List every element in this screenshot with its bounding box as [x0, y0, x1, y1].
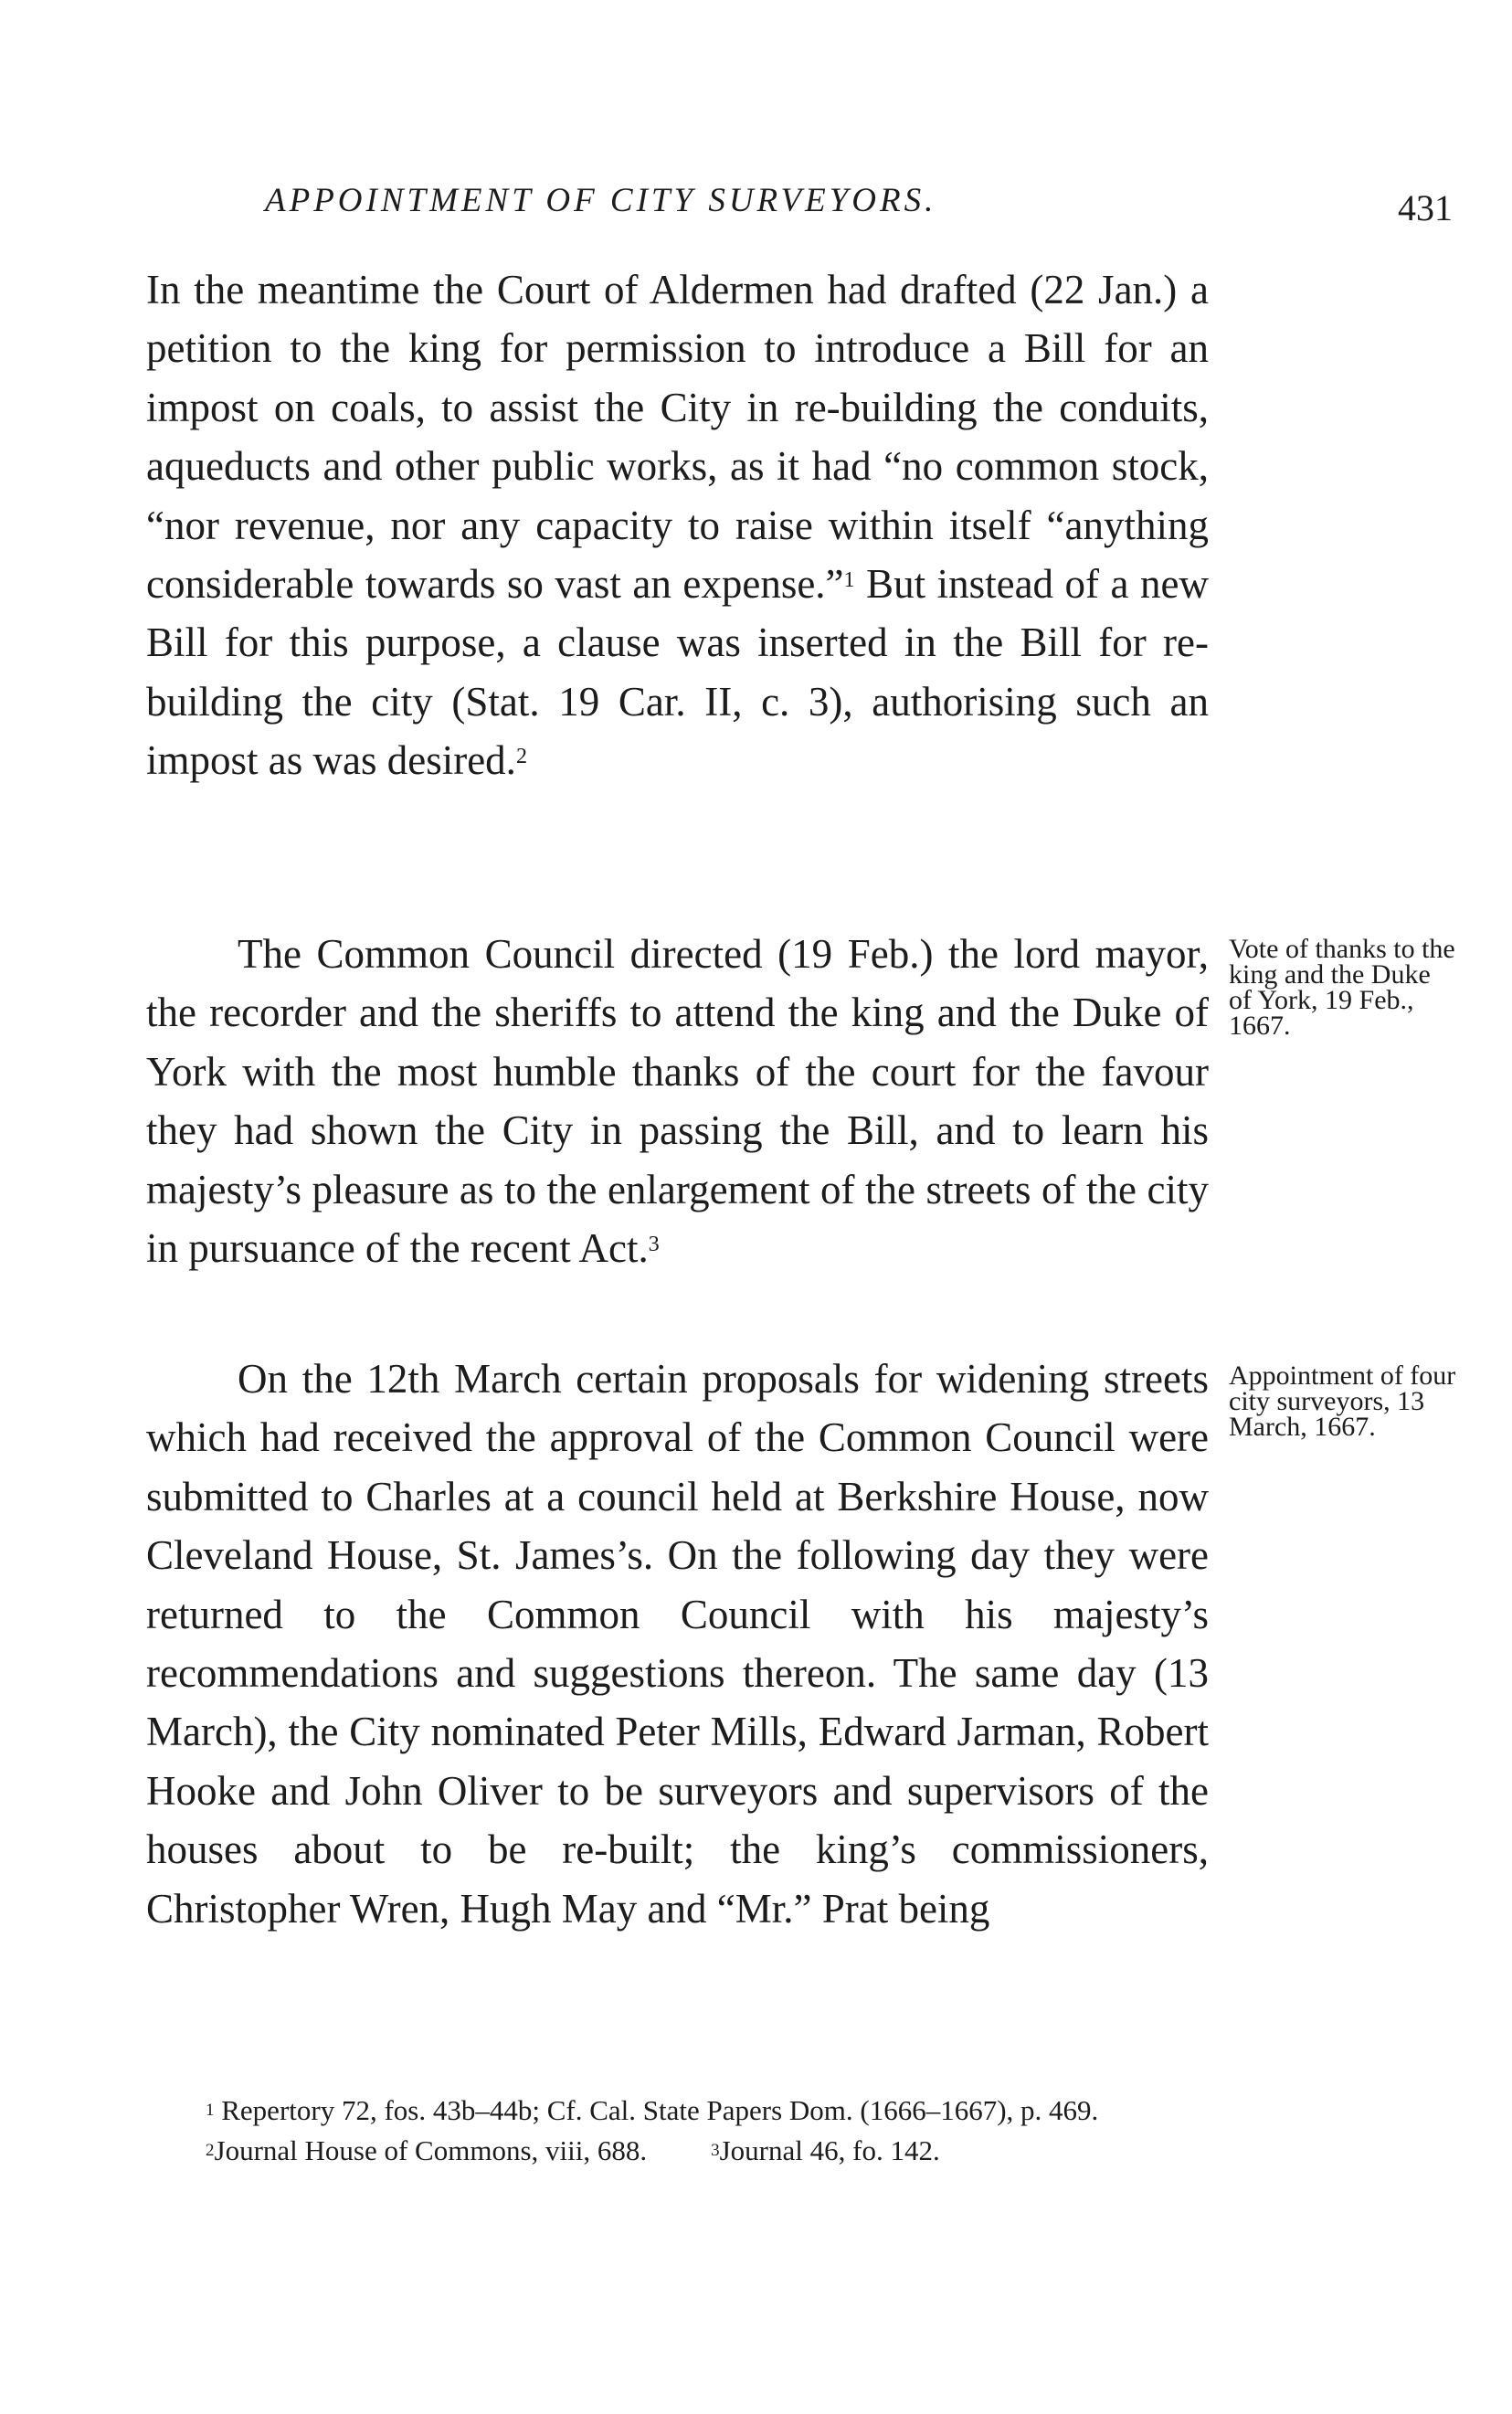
- footnote-mark: 1: [206, 2101, 215, 2120]
- page-number: 431: [1398, 187, 1453, 228]
- footnote-mark: 2: [206, 2141, 215, 2160]
- marginal-note-appointment-surveyors: Appointment of four city surveyors, 13 March, 1667.: [1229, 1361, 1456, 1442]
- footnote-text: Journal House of Commons, viii, 688.: [214, 2134, 648, 2166]
- footnote-1: [146, 2091, 1209, 2131]
- paragraph-text: The Common Council directed (19 Feb.) the lord mayor, the recorder and the sheriffs to attend the king and the Duke of York with the most humble thanks of the court for the favour they had shown the City in passing the Bill, and to learn his majesty’s pleasure as to the enlargement of the streets of the city in pursuance of the recent Act.: [146, 931, 1209, 1272]
- footnote-reference[interactable]: 1: [843, 568, 855, 593]
- paragraph-text: On the 12th March certain proposals for widening streets which had received the approval of the Common Council were submitted to Charles at a council held at Berkshire House, now Cleveland House, St. James’s. On the following day they were returned to the Common Council with his majesty’s recommendations and suggestions thereon. The same day (13 March), the City nominated Peter Mills, Edward Jarman, Robert Hooke and John Oliver to be surveyors and supervisors of the houses about to be re-built; the king’s commissioners, Christopher Wren, Hugh May and “Mr.” Prat being: [146, 1356, 1209, 1932]
- paragraph-common-council: [146, 925, 1209, 1277]
- footnote-reference[interactable]: 3: [648, 1233, 660, 1257]
- running-title: APPOINTMENT OF CITY SURVEYORS.: [265, 182, 937, 219]
- footnote-reference[interactable]: 2: [515, 745, 527, 769]
- running-head: [146, 181, 1453, 236]
- footnotes: [146, 2091, 1209, 2171]
- footnote-3: [711, 2131, 940, 2171]
- footnote-text: Repertory 72, fos. 43b–44b; Cf. Cal. State Papers Dom. (1666–1667), p. 469.: [214, 2094, 1099, 2126]
- footnote-row: [146, 2131, 1209, 2171]
- marginal-note-vote-of-thanks: Vote of thanks to the king and the Duke of York, 19 Feb., 1667.: [1229, 934, 1455, 1041]
- paragraph-text: In the meantime the Court of Aldermen had drafted (22 Jan.) a petition to the king for permission to introduce a Bill for an impost on coals, to assist the City in re-building the conduits, aqueducts and other public works, as it had “no common stock, “nor revenue, nor any capacity to raise within itself “anything considerable towards so vast an expense.”: [146, 267, 1209, 608]
- paragraph-text: But instead of a new Bill for this purpose, a clause was inserted in the Bill for re-building the city (Stat. 19 Car. II, c. 3), authorising such an impost as was desired.: [146, 561, 1209, 784]
- footnote-mark: 3: [711, 2141, 720, 2160]
- paragraph-court-of-aldermen: [146, 260, 1209, 790]
- footnote-2: [206, 2134, 647, 2166]
- paragraph-widening-streets: [146, 1350, 1209, 1938]
- footnote-text: Journal 46, fo. 142.: [719, 2134, 940, 2166]
